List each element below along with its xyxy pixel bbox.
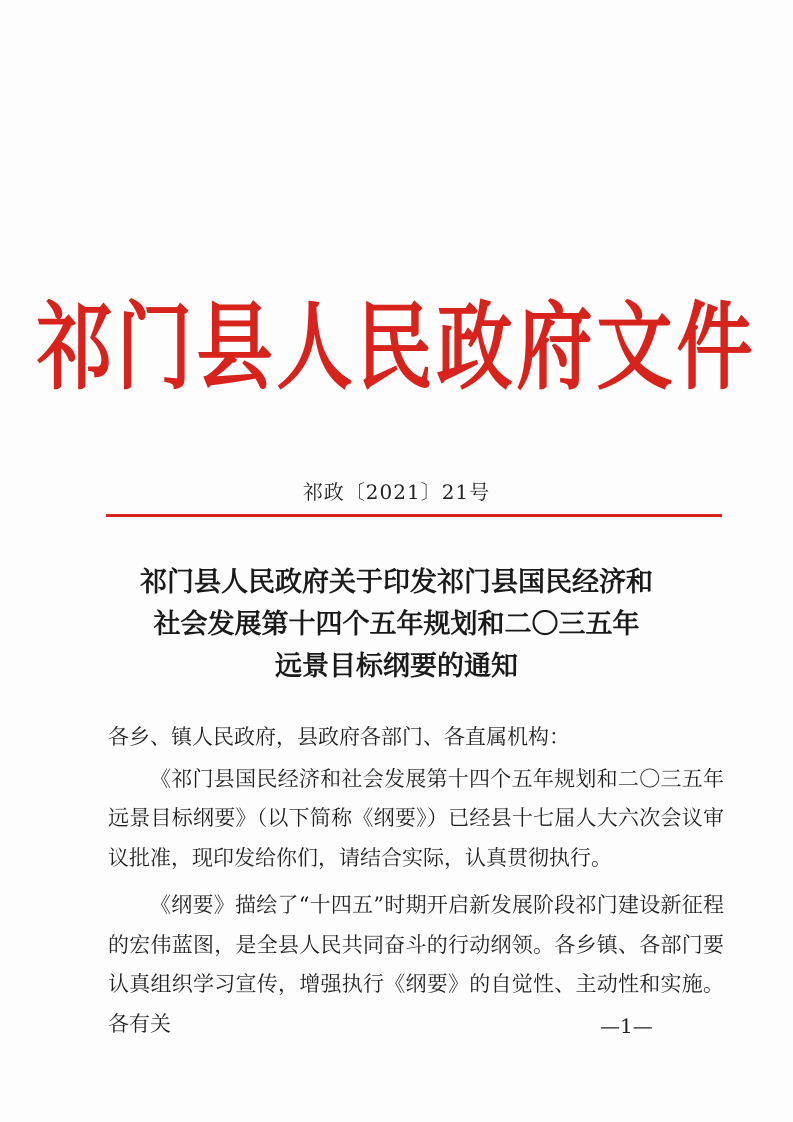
- title-line-1: 祁门县人民政府关于印发祁门县国民经济和: [140, 567, 653, 598]
- document-title: [0, 562, 793, 688]
- document-number: 祁政〔2021〕21号: [302, 480, 491, 504]
- issuer-header: 祁门县人民政府文件: [36, 291, 757, 403]
- page-number: —1—: [600, 1014, 653, 1038]
- salutation: 各乡、镇人民政府，县政府各部门、各直属机构：: [108, 725, 570, 749]
- document-body: [108, 718, 724, 1044]
- title-line-3: 远景目标纲要的通知: [275, 651, 518, 682]
- body-paragraph-2: 《纲要》描绘了“十四五”时期开启新发展阶段祁门建设新征程的宏伟蓝图，是全县人民共同奋斗的行动纲领。各乡镇、各部门要认真组织学习宣传，增强执行《纲要》的自觉性、主动性和实施。各有关: [108, 893, 724, 1036]
- red-divider-line: [106, 514, 722, 517]
- body-paragraph-1: 《祁门县国民经济和社会发展第十四个五年规划和二〇三五年远景目标纲要》（以下简称《纲要》）已经县十七届人大六次会议审议批准，现印发给你们，请结合实际，认真贯彻执行。: [108, 766, 724, 870]
- title-line-2: 社会发展第十四个五年规划和二〇三五年: [153, 609, 640, 640]
